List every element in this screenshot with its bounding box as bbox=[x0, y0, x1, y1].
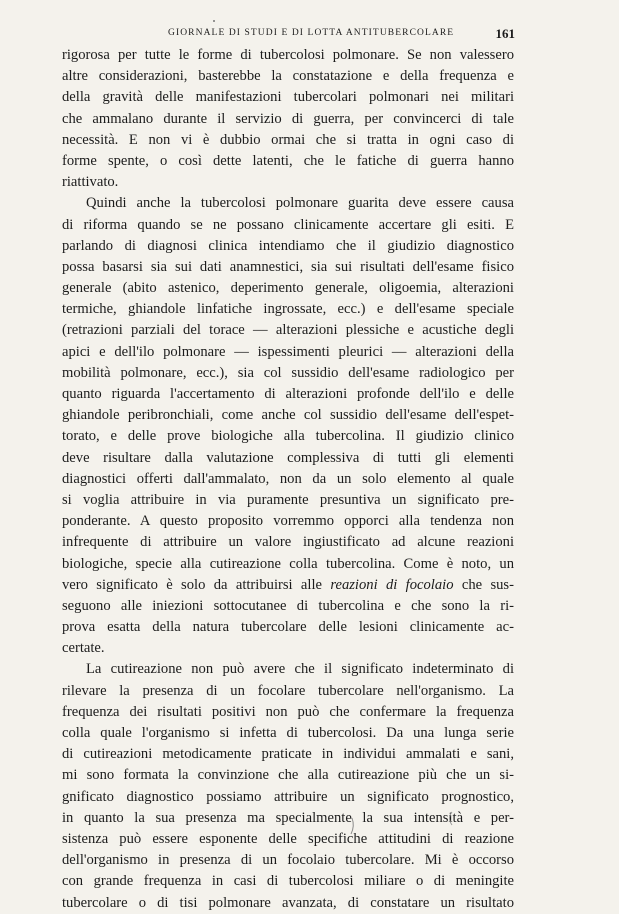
text-line: si voglia attribuire in via puramente presuntiva un significato pre- bbox=[62, 491, 514, 508]
text-line: gnificato diagnostico possiamo attribuire un significato prognostico, bbox=[62, 788, 514, 805]
text-line: diagnostici offerti dall'ammalato, non da un solo elemento al quale bbox=[62, 470, 514, 487]
text-line: deve risultare dalla valutazione complessiva di tutti gli elementi bbox=[62, 449, 514, 466]
text-line: rigorosa per tutte le forme di tubercolosi polmonare. Se non valessero bbox=[62, 47, 514, 63]
text-line: che ammalano durante il servizio di guerra, per convincerci di tale bbox=[62, 110, 514, 127]
paragraph-1 bbox=[62, 45, 514, 193]
text-line: parlando di diagnosi clinica intendiamo che il giudizio diagnostico bbox=[62, 237, 514, 254]
text-line: La cutireazione non può avere che il significato indeterminato di bbox=[86, 661, 514, 678]
text-line: riattivato. bbox=[62, 174, 119, 191]
paragraph-2 bbox=[62, 193, 514, 659]
text-line: seguono alle iniezioni sottocutanee di tubercolina e che sono la ri- bbox=[62, 597, 514, 614]
body-text bbox=[62, 45, 514, 914]
text-line: prova esatta della natura tubercolare delle lesioni clinicamente ac- bbox=[62, 619, 514, 636]
paragraph-3 bbox=[62, 659, 514, 913]
text-line: con grande frequenza in casi di tubercolosi miliare o di meningite bbox=[62, 873, 514, 890]
text-line: apici e dell'ilo polmonare — ispessimenti pleurici — alterazioni della bbox=[62, 343, 514, 360]
text-line: sistenza può essere esponente delle specifiche attitudini di reazione bbox=[62, 830, 514, 847]
text-line: di riforma quando se ne possano clinicamente accertare gli esiti. E bbox=[62, 216, 514, 233]
text-line: necessità. E non vi è dubbio ormai che si tratta in ogni caso di bbox=[62, 131, 514, 148]
text-line: ponderante. A questo proposito vorremmo opporci alla tendenza non bbox=[62, 513, 514, 530]
text-line: infrequente di attribuire un valore ingiustificato ad alcune reazioni bbox=[62, 534, 514, 551]
text-line bbox=[62, 575, 514, 596]
italic-term: reazioni di focolaio bbox=[330, 576, 454, 593]
running-title: GIORNALE DI STUDI E DI LOTTA ANTITUBERCOLARE bbox=[168, 28, 455, 38]
text-line: frequenza dei risultati positivi non può che confermare la frequenza bbox=[62, 703, 514, 720]
text-line: forme spente, o così dette latenti, che le fatiche di guerra hanno bbox=[62, 152, 514, 169]
text-line: Quindi anche la tubercolosi polmonare guarita deve essere causa bbox=[86, 195, 514, 212]
running-head bbox=[0, 26, 619, 42]
text-line: dell'organismo in presenza di un focolaio tubercolare. Mi è occorso bbox=[62, 852, 514, 869]
text-line: rilevare la presenza di un focolare tubercolare nell'organismo. La bbox=[62, 682, 514, 699]
text-line: mi sono formata la convinzione che alla cutireazione più che un si- bbox=[62, 767, 514, 784]
text-line: biologiche, specie alla cutireazione colla tubercolina. Come è noto, un bbox=[62, 555, 514, 572]
text-line: della gravità delle manifestazioni tubercolari polmonari nei militari bbox=[62, 89, 514, 106]
text-line: possa basarsi sia sui dati anamnestici, sia sui risultati dell'esame fisico bbox=[62, 258, 514, 275]
text-line: termiche, ghiandole linfatiche ingrossate, ecc.) e dell'esame speciale bbox=[62, 301, 514, 318]
text-line: torato, e delle prove biologiche alla tubercolina. Il giudizio clinico bbox=[62, 428, 514, 445]
text-line: quanto riguarda l'accertamento di alterazioni profonde dell'ilo e delle bbox=[62, 386, 514, 402]
text-line: colla quale l'organismo si infetta di tubercolosi. Da una lunga serie bbox=[62, 725, 514, 741]
text-line: di cutireazioni metodicamente praticate in individui ammalati e sani, bbox=[62, 746, 514, 763]
page-number: 161 bbox=[495, 26, 515, 41]
text-line: in quanto la sua presenza ma specialmente la sua intensità e per- bbox=[62, 809, 514, 826]
text-line-end: che sus- bbox=[453, 576, 514, 593]
text-line: altre considerazioni, basterebbe la constatazione e della frequenza e bbox=[62, 68, 514, 85]
text-line: (retrazioni parziali del torace — alterazioni plessiche e acustiche degli bbox=[62, 322, 514, 339]
text-line: generale (abito astenico, deperimento generale, oligoemia, alterazioni bbox=[62, 280, 514, 297]
text-line-start: vero significato è solo da attribuirsi alle bbox=[62, 576, 331, 593]
text-line: certate. bbox=[62, 640, 105, 657]
text-line: mobilità polmonare, ecc.), sia col sussidio dell'esame radiologico per bbox=[62, 364, 514, 381]
text-line: tubercolare o di tisi polmonare avanzata, di constatare un risultato bbox=[62, 894, 514, 911]
text-line: ghiandole peribronchiali, come anche col sussidio dell'esame dell'espet- bbox=[62, 407, 514, 424]
